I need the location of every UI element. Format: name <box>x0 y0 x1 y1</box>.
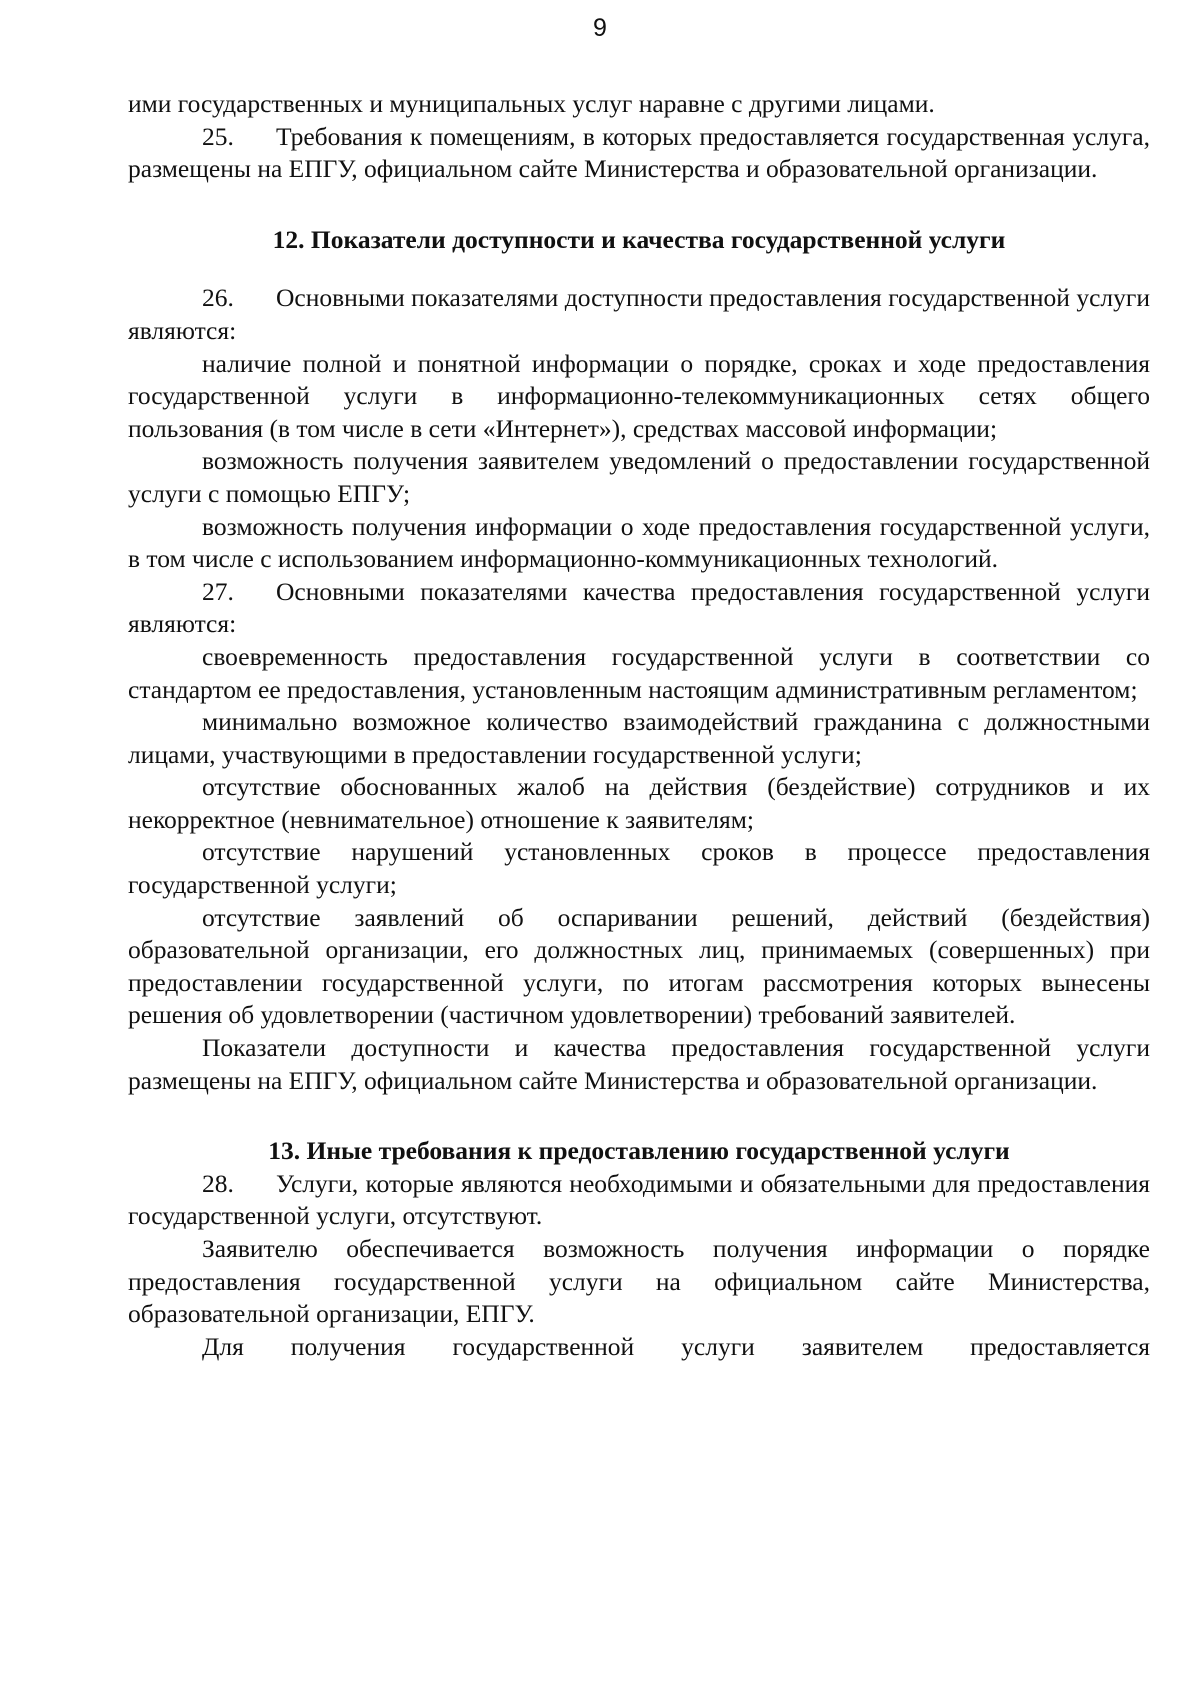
paragraph-number: 27. <box>202 576 234 606</box>
paragraph-28 <box>128 1168 1150 1233</box>
list-item: отсутствие обоснованных жалоб на действия (бездействие) сотрудников и их некорректное (невнимательное) отношение к заявителям; <box>128 772 1150 834</box>
list-item: отсутствие нарушений установленных сроков в процессе предоставления государственной услуги; <box>128 837 1150 900</box>
paragraph-closing: Показатели доступности и качества предоставления государственной услуги размещены на ЕПГУ, официальном сайте Министерства и образовательной организации. <box>128 1033 1150 1095</box>
section-13-title: 13. Иные требования к предоставлению государственной услуги <box>268 1136 1010 1166</box>
paragraph-continuation: ими государственных и муниципальных услуг наравне с другими лицами. <box>128 89 935 118</box>
paragraph-number: 25. <box>202 121 234 151</box>
list-item: наличие полной и понятной информации о порядке, сроках и ходе предоставления государственной услуги в информационно-телекоммуникационных сетях общего пользования (в том числе в сети «Интернет»), средствах массовой информации; <box>128 348 1150 443</box>
list-item: минимально возможное количество взаимодействий гражданина с должностными лицами, участвующими в предоставлении государственной услуги; <box>128 707 1150 769</box>
document-body <box>128 88 1150 1363</box>
page-number: 9 <box>593 14 607 42</box>
paragraph-text: Основными показателями качества предоставления государственной услуги являются: <box>128 576 1150 639</box>
paragraph-number: 26. <box>202 283 234 313</box>
list-item: возможность получения заявителем уведомлений о предоставлении государственной услуги с помощью ЕПГУ; <box>128 446 1150 508</box>
paragraph-text: Требования к помещениям, в которых предоставляется государственная услуга, размещены на ЕПГУ, официальном сайте Министерства и образовательной организации. <box>128 121 1150 184</box>
paragraph-text: Услуги, которые являются необходимыми и обязательными для предоставления государственной услуги, отсутствуют. <box>128 1168 1150 1231</box>
paragraph-number: 28. <box>202 1168 234 1198</box>
list-item: возможность получения информации о ходе предоставления государственной услуги, в том числе с использованием информационно-коммуникационных технологий. <box>128 511 1150 574</box>
paragraph-text: Основными показателями доступности предоставления государственной услуги являются: <box>128 283 1150 345</box>
paragraph-26 <box>128 282 1150 347</box>
paragraph-25 <box>128 121 1150 186</box>
list-item: своевременность предоставления государственной услуги в соответствии со стандартом ее предоставления, установленным настоящим административным регламентом; <box>128 641 1150 704</box>
paragraph-27 <box>128 576 1150 641</box>
section-12-title: 12. Показатели доступности и качества государственной услуги <box>272 224 1006 254</box>
paragraph-last: Для получения государственной услуги заявителем предоставляется <box>202 1331 1150 1361</box>
list-item: отсутствие заявлений об оспаривании решений, действий (бездействия) образовательной организации, его должностных лиц, принимаемых (совершенных) при предоставлении государственной услуги, по итогам рассмотрения которых вынесены решения об удовлетворении (частичном удовлетворении) требований заявителей. <box>128 902 1150 1030</box>
paragraph-info: Заявителю обеспечивается возможность получения информации о порядке предоставления государственной услуги на официальном сайте Министерства, образовательной организации, ЕПГУ. <box>128 1234 1150 1329</box>
